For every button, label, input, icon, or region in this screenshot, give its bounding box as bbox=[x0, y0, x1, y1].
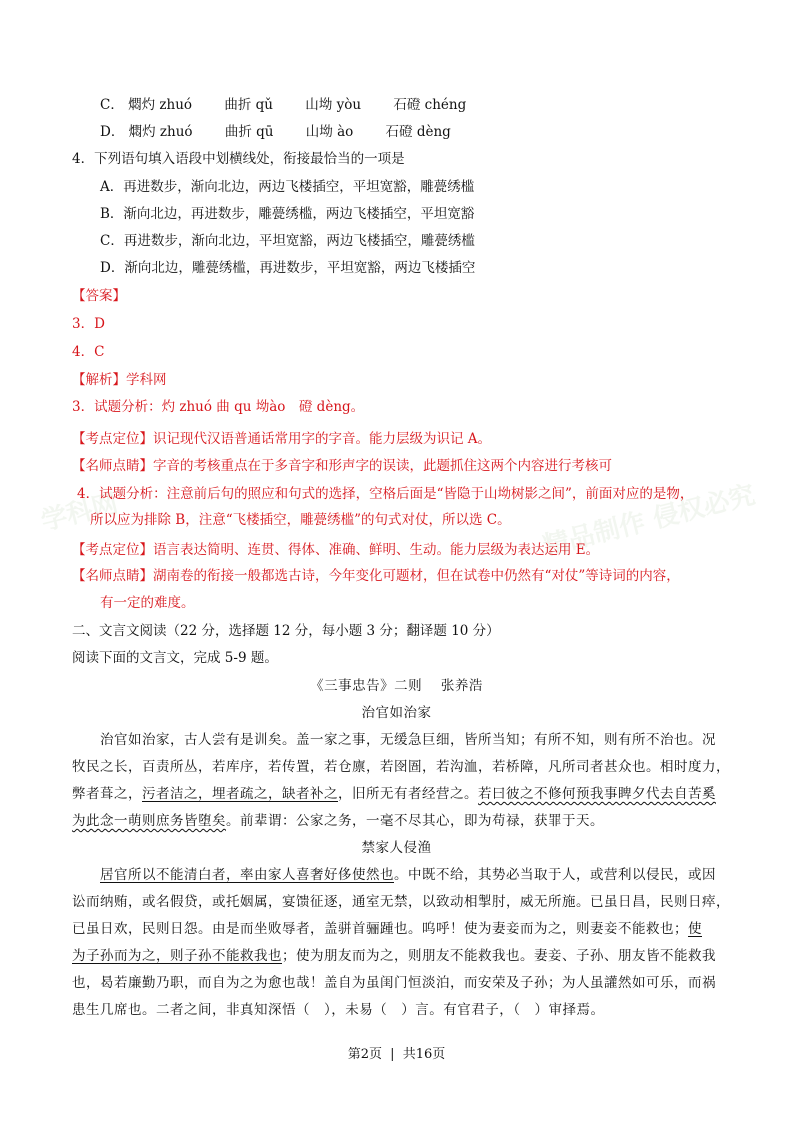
passage-p1-line3: 弊者葺之，污者洁之，埋者疏之，缺者补之，旧所无有者经营之。若曰彼之不修何预我事睥夕代去自苦奚 bbox=[72, 786, 716, 802]
analysis-q4-line1: 4．试题分析：注意前后句的照应和句式的选择，空格后面是“皆隐于山坳树影之间”，前面对应的是物， bbox=[77, 486, 694, 502]
passage-subtitle-2: 禁家人侵渔 bbox=[361, 840, 432, 856]
page-total: 共16页 bbox=[402, 1047, 446, 1062]
answer-3: 3．D bbox=[72, 316, 105, 332]
answer-4: 4．C bbox=[72, 344, 105, 360]
analysis-mingshi-2-cont: 有一定的难度。 bbox=[100, 595, 195, 611]
analysis-mingshi-2: 【名师点睛】湖南卷的衔接一般都选古诗，今年变化可题材，但在试卷中仍然有“对仗”等诗词的内容， bbox=[72, 568, 680, 584]
analysis-q4-line2: 所以应为排除 B，注意“飞楼插空，雕甍绣槛”的句式对仗，所以选 C。 bbox=[90, 512, 511, 528]
page-footer bbox=[0, 1043, 793, 1062]
footer-separator: | bbox=[390, 1047, 395, 1062]
analysis-kaodian-1: 【考点定位】识记现代汉语普通话常用字的字音。能力层级为识记 A。 bbox=[72, 431, 492, 447]
passage-p2-line1: 居官所以不能清白者，率由家人喜奢好侈使然也。中既不给，其势必当取于人，或营利以侵民，或因 bbox=[100, 867, 716, 883]
passage-p2-line2: 讼而纳贿，或名假贷，或托姻属，宴馈征逐，通室无禁，以致动相掣肘，威无所施。已虽日昌，民则日瘁， bbox=[72, 894, 730, 910]
page-number: 第2页 bbox=[347, 1047, 383, 1062]
q4-option-c: C．再进数步，渐向北边，平坦宽豁，两边飞楼插空，雕甍绣槛 bbox=[100, 233, 475, 249]
section2-heading: 二、文言文阅读（22 分，选择题 12 分，每小题 3 分；翻译题 10 分） bbox=[72, 623, 500, 639]
passage-title: 《三事忠告》二则 张养浩 bbox=[310, 678, 483, 694]
q4-stem: 4．下列语句填入语段中划横线处，衔接最恰当的一项是 bbox=[72, 151, 405, 167]
answer-label: 【答案】 bbox=[72, 288, 126, 304]
passage-p1-line2: 牧民之长，百责所丛，若库序，若传置，若仓廪，若囹圄，若沟洫，若桥障，凡所司者甚众也。相时度力， bbox=[72, 759, 730, 775]
analysis-mingshi-1: 【名师点睛】字音的考核重点在于多音字和形声字的误读，此题抓住这两个内容进行考核可 bbox=[72, 458, 612, 474]
q4-option-d: D．渐向北边，雕甍绣槛，再进数步，平坦宽豁，两边飞楼插空 bbox=[100, 260, 476, 276]
passage-p1-line1: 治官如治家，古人尝有是训矣。盖一家之事，无缓急巨细，皆所当知；有所不知，则有所不治也。况 bbox=[100, 732, 716, 748]
watermark-left: 学科网 bbox=[38, 488, 122, 537]
section2-instruction: 阅读下面的文言文，完成 5-9 题。 bbox=[72, 650, 278, 666]
analysis-q3: 3．试题分析：灼 zhuó 曲 qu 坳ào 磴 dèng。 bbox=[72, 399, 365, 415]
analysis-label: 【解析】学科网 bbox=[72, 372, 167, 388]
q3-option-c: C． 燜灼 zhuó 曲折 qǔ 山坳 yòu 石磴 chéng bbox=[100, 97, 467, 113]
passage-p2-line4: 为子孙而为之，则子孙不能救我也；使为朋友而为之，则朋友不能救我也。妻妾、子孙、朋友皆不能救我 bbox=[72, 948, 716, 964]
passage-p2-line6: 患生几席也。二者之间，非真知深悟（ ），未易（ ）言。有官君子，（ ）审择焉。 bbox=[72, 1002, 605, 1018]
q4-option-b: B．渐向北边，再进数步，雕甍绣槛，两边飞楼插空，平坦宽豁 bbox=[100, 206, 475, 222]
q4-option-a: A．再进数步，渐向北边，两边飞楼插空，平坦宽豁，雕甍绣槛 bbox=[100, 179, 475, 195]
q3-option-d: D． 燜灼 zhuó 曲折 qū 山坳 ào 石磴 dèng bbox=[100, 124, 451, 140]
passage-p2-line3: 已虽日欢，民则日怨。由是而坐败辱者，盖骈首骊踵也。呜呼！使为妻妾而为之，则妻妾不能救也；使 bbox=[72, 921, 702, 937]
passage-subtitle-1: 治官如治家 bbox=[361, 705, 432, 721]
analysis-kaodian-2: 【考点定位】语言表达简明、连贯、得体、准确、鲜明、生动。能力层级为表达运用 E。 bbox=[72, 542, 600, 558]
watermark-right: 精品制作 侵权必究 bbox=[540, 480, 759, 562]
passage-p1-line4: 为此念一萌则庶务皆堕矣。前辈谓：公家之务，一毫不尽其心，即为苟禄，获罪于天。 bbox=[72, 813, 604, 829]
passage-p2-line5: 也，曷若廉勤乃职，而自为之为愈也哉！盖自为虽闺门恒淡泊，而安荣及子孙；为人虽讙然如可乐，而祸 bbox=[72, 975, 716, 991]
